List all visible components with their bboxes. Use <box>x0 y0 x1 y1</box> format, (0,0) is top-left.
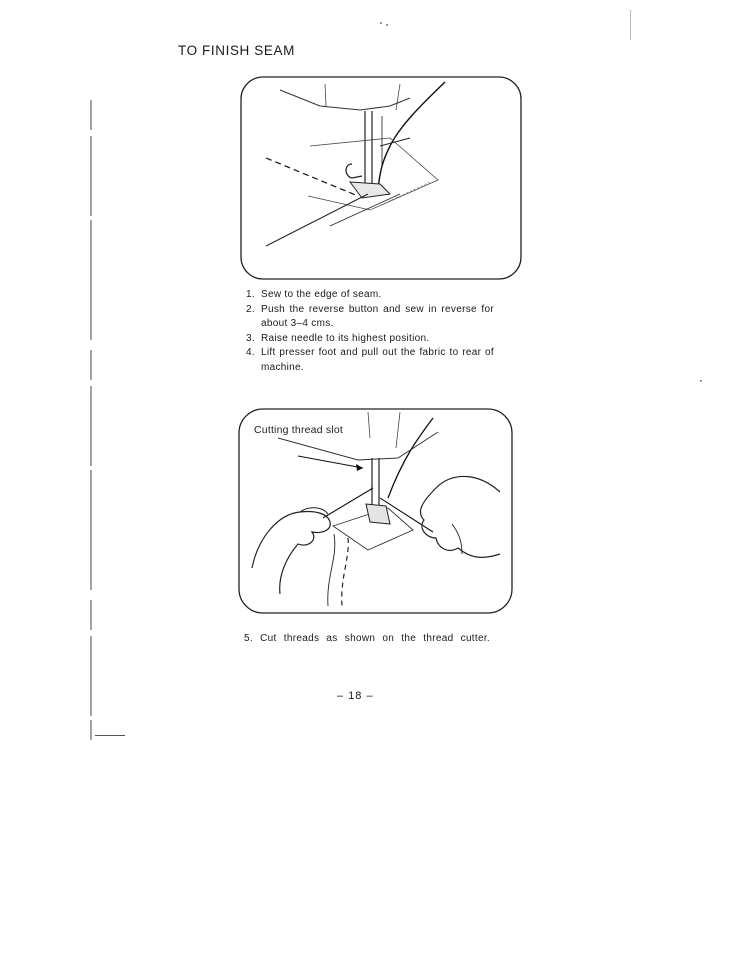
list-item: 1. Sew to the edge of seam. <box>246 289 382 300</box>
section-heading: TO FINISH SEAM <box>178 43 295 58</box>
scan-speck <box>386 24 388 26</box>
scan-speck <box>630 10 631 40</box>
instruction-step-5: 5. Cut threads as shown on the thread cutter. <box>244 633 490 644</box>
list-item: 2. Push the reverse button and sew in reverse for about 3–4 cms. <box>246 303 494 330</box>
scan-speck <box>380 22 382 24</box>
scan-binding-edge <box>90 100 92 740</box>
sewing-machine-sketch <box>240 76 522 280</box>
scan-speck <box>700 380 702 382</box>
cut-threads-illustration <box>238 408 513 614</box>
scan-speck <box>95 735 125 736</box>
list-item: 4. Lift presser foot and pull out the fabric to rear of machine. <box>246 347 494 373</box>
hands-thread-cutter-sketch <box>238 408 513 614</box>
page-number: – 18 – <box>337 690 374 702</box>
callout-label: Cutting thread slot <box>254 424 344 436</box>
list-item: 3. Raise needle to its highest position. <box>246 332 430 344</box>
finish-seam-illustration <box>240 76 522 280</box>
instruction-steps <box>246 288 494 376</box>
